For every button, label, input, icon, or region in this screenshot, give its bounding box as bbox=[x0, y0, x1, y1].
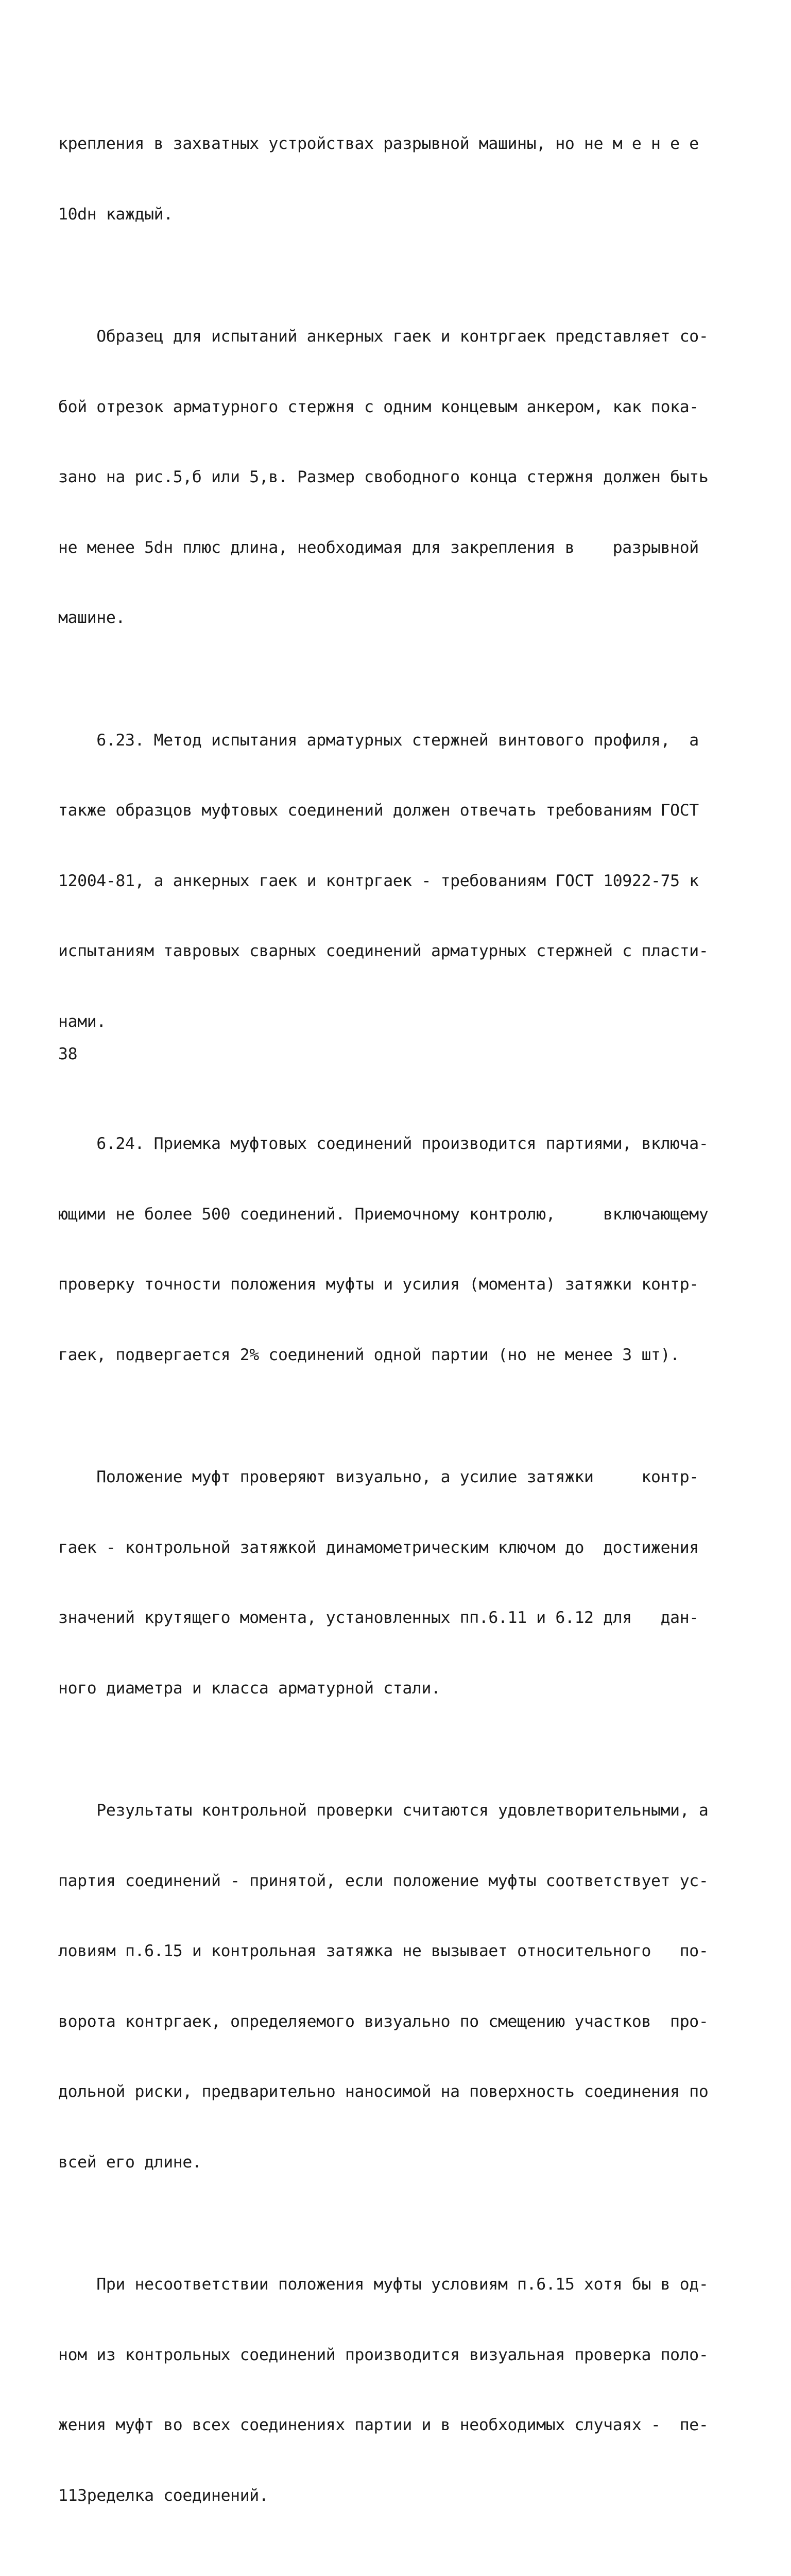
text-line: бой отрезок арматурного стержня с одним концевым анкером, как пока- bbox=[58, 397, 699, 416]
paragraph-6-23 bbox=[58, 682, 728, 1081]
paragraph-anchor-nut-specimen bbox=[58, 278, 728, 677]
paragraph-specimen-fixing bbox=[58, 86, 728, 273]
text-line: Образец для испытаний анкерных гаек и контргаек представляет со- bbox=[58, 327, 709, 346]
text-line: 10dн каждый. bbox=[58, 205, 173, 224]
text-line: крепления в захватных устройствах разрывной машины, но не м е н е е bbox=[58, 134, 699, 153]
text-line: При несоответствии положения муфты условиям п.6.15 хотя бы в од- bbox=[58, 2275, 709, 2294]
text-line: ворота контргаек, определяемого визуально по смещению участков про- bbox=[58, 2012, 709, 2031]
text-line: Результаты контрольной проверки считаются удовлетворительными, а bbox=[58, 1801, 709, 1820]
text-line: всей его длине. bbox=[58, 2153, 202, 2172]
text-line: гаек - контрольной затяжкой динамометрическим ключом до достижения bbox=[58, 1538, 699, 1557]
paragraph-nonconformity bbox=[58, 2226, 728, 2554]
text-line: не менее 5dн плюс длина, необходимая для закрепления в разрывной bbox=[58, 538, 699, 557]
text-line: испытаниям тавровых сварных соединений арматурных стержней с пласти- bbox=[58, 942, 709, 960]
text-line: ного диаметра и класса арматурной стали. bbox=[58, 1679, 441, 1698]
text-line: ном из контрольных соединений производится визуальная проверка поло- bbox=[58, 2345, 709, 2364]
text-line: проверку точности положения муфты и усилия (момента) затяжки контр- bbox=[58, 1275, 699, 1294]
paragraph-inspection-results bbox=[58, 1752, 728, 2221]
text-line: дольной риски, предварительно наносимой на поверхность соединения по bbox=[58, 2082, 709, 2101]
paragraph-coupling-position bbox=[58, 1419, 728, 1747]
text-line: 12004-81, а анкерных гаек и контргаек - требованиям ГОСТ 10922-75 к bbox=[58, 871, 699, 890]
text-line: ловиям п.6.15 и контрольная затяжка не вызывает относительного по- bbox=[58, 1942, 709, 1960]
text-line: значений крутящего момента, установленных пп.6.11 и 6.12 для дан- bbox=[58, 1608, 699, 1627]
text-line: машине. bbox=[58, 608, 125, 627]
text-line: жения муфт во всех соединениях партии и в необходимых случаях - пе- bbox=[58, 2416, 709, 2434]
body-text bbox=[58, 86, 728, 2576]
text-line: 113ределка соединений. bbox=[58, 2486, 269, 2505]
text-line: зано на рис.5,б или 5,в. Размер свободного конца стержня должен быть bbox=[58, 468, 709, 486]
text-line: ющими не более 500 соединений. Приемочному контролю, включающему bbox=[58, 1205, 709, 1224]
text-line: партия соединений - принятой, если положение муфты соответствует ус- bbox=[58, 1871, 709, 1890]
page-number: 38 bbox=[58, 1045, 78, 1063]
text-line: также образцов муфтовых соединений должен отвечать требованиям ГОСТ bbox=[58, 801, 699, 820]
paragraph-6-24 bbox=[58, 1086, 728, 1414]
paragraph-retightening bbox=[58, 2560, 728, 2576]
text-line: гаек, подвергается 2% соединений одной партии (но не менее 3 шт). bbox=[58, 1345, 680, 1364]
text-line: Положение муфт проверяют визуально, а усилие затяжки контр- bbox=[58, 1468, 699, 1486]
text-line: 6.23. Метод испытания арматурных стержней винтового профиля, а bbox=[58, 731, 699, 750]
text-line: 6.24. Приемка муфтовых соединений производится партиями, включа- bbox=[58, 1134, 709, 1153]
text-line: нами. bbox=[58, 1012, 106, 1031]
